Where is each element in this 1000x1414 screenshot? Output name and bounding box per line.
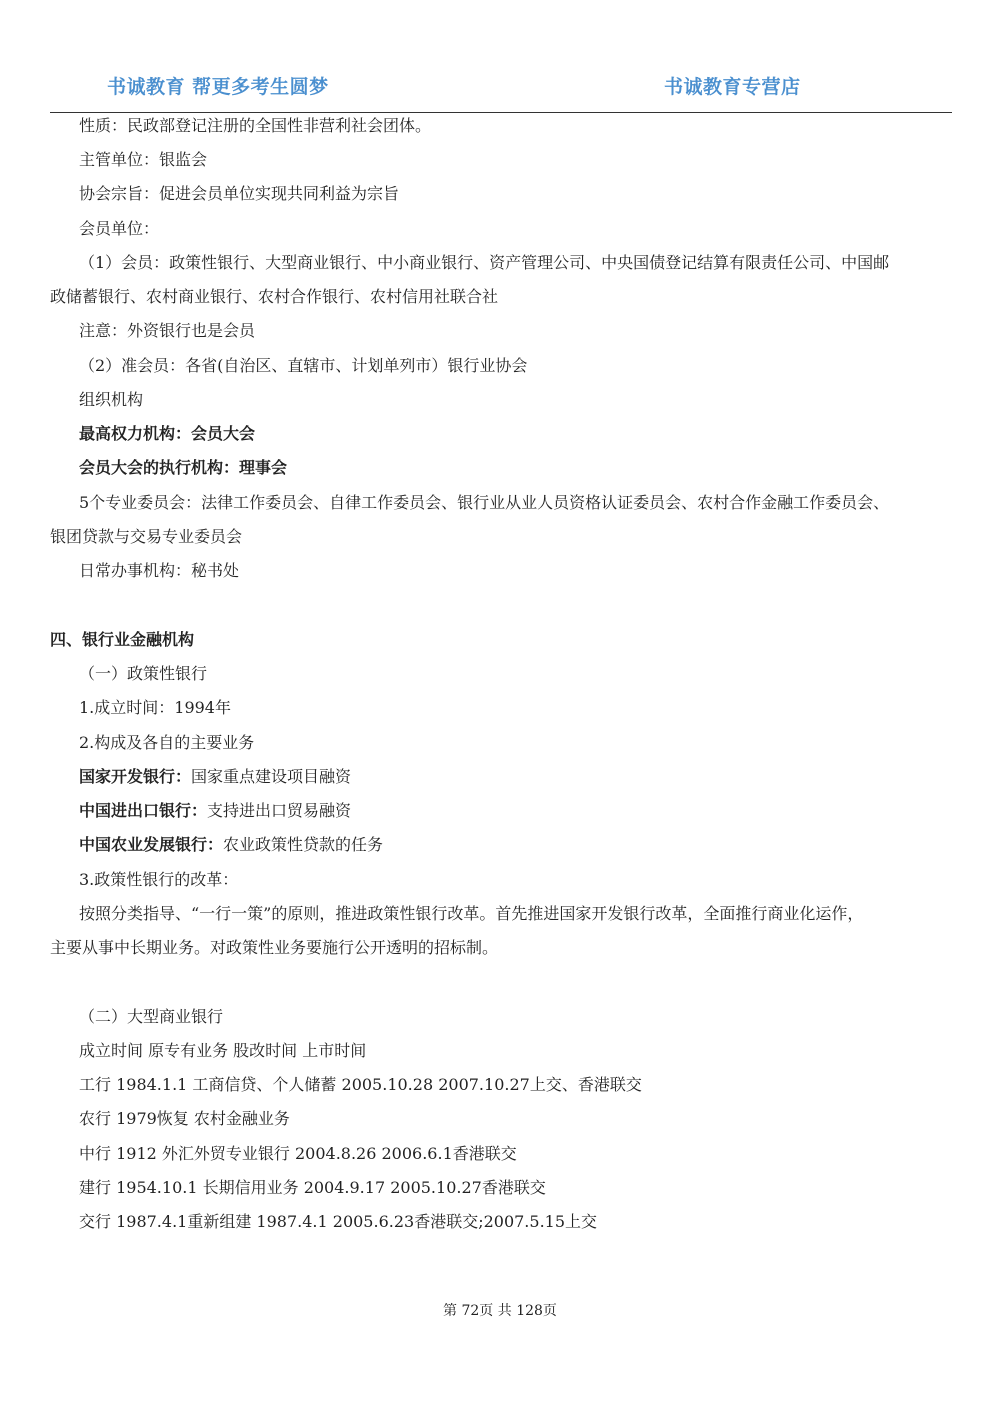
page-number: 第 72页 共 128页 (443, 1303, 557, 1319)
bank-name: 中国农业发展银行： (79, 835, 224, 854)
paragraph-secretariat: 日常办事机构：秘书处 (79, 561, 240, 580)
policy-banks-reform-heading: 3.政策性银行的改革： (79, 870, 239, 889)
header-store-name: 书诚教育专营店 (664, 76, 801, 98)
bank-name: 国家开发银行： (79, 767, 192, 786)
paragraph-nature: 性质：民政部登记注册的全国性非营利社会团体。 (79, 116, 432, 135)
section-title-banking-institutions: 四、银行业金融机构 (50, 630, 195, 649)
header-divider (50, 112, 952, 113)
paragraph-committees-b: 银团贷款与交易专业委员会 (50, 527, 243, 546)
header-slogan: 书诚教育 帮更多考生圆梦 (107, 76, 329, 98)
policy-banks-reform-a: 按照分类指导、“一行一策”的原则，推进政策性银行改革。首先推进国家开发银行改革，全面推行商业化运作， (79, 904, 864, 923)
subsection-policy-banks: （一）政策性银行 (79, 664, 208, 683)
bank-business: 国家重点建设项目融资 (191, 767, 352, 786)
bank-business: 农业政策性贷款的任务 (223, 835, 384, 854)
paragraph-associate-members: （2）准会员：各省(自治区、直辖市、计划单列市）银行业协会 (79, 356, 528, 375)
paragraph-highest-authority: 最高权力机构：会员大会 (79, 424, 256, 443)
paragraph-organization: 组织机构 (79, 390, 144, 409)
paragraph-members-1a: （1）会员：政策性银行、大型商业银行、中小商业银行、资产管理公司、中央国债登记结算有限责任公司、中国邮 (79, 253, 890, 272)
large-bank-boc: 中行 1912 外汇外贸专业银行 2004.8.26 2006.6.1香港联交 (79, 1144, 517, 1163)
bank-name: 中国进出口银行： (79, 801, 208, 820)
large-bank-bocom: 交行 1987.4.1重新组建 1987.4.1 2005.6.23香港联交;2007.5.15上交 (79, 1212, 598, 1231)
paragraph-supervisor: 主管单位：银监会 (79, 150, 208, 169)
large-bank-abc: 农行 1979恢复 农村金融业务 (79, 1109, 290, 1128)
large-bank-ccb: 建行 1954.10.1 长期信用业务 2004.9.17 2005.10.27香港联交 (79, 1178, 546, 1197)
subsection-large-commercial-banks: （二）大型商业银行 (79, 1007, 224, 1026)
large-bank-icbc: 工行 1984.1.1 工商信贷、个人储蓄 2005.10.28 2007.10.27上交、香港联交 (79, 1075, 642, 1094)
policy-bank-cdb (79, 766, 351, 788)
paragraph-note: 注意：外资银行也是会员 (79, 321, 256, 340)
policy-banks-composition: 2.构成及各自的主要业务 (79, 733, 255, 752)
policy-bank-exim (79, 800, 351, 822)
paragraph-executive-body: 会员大会的执行机构：理事会 (79, 458, 288, 477)
paragraph-members-heading: 会员单位： (79, 219, 160, 238)
paragraph-committees-a: 5个专业委员会：法律工作委员会、自律工作委员会、银行业从业人员资格认证委员会、农村合作金融工作委员会、 (79, 493, 890, 512)
paragraph-members-1b: 政储蓄银行、农村商业银行、农村合作银行、农村信用社联合社 (50, 287, 499, 306)
large-banks-header-row: 成立时间 原专有业务 股改时间 上市时间 (79, 1041, 367, 1060)
policy-banks-reform-b: 主要从事中长期业务。对政策性业务要施行公开透明的招标制。 (50, 938, 499, 957)
paragraph-purpose: 协会宗旨：促进会员单位实现共同利益为宗旨 (79, 184, 400, 203)
bank-business: 支持进出口贸易融资 (207, 801, 352, 820)
policy-banks-founding: 1.成立时间：1994年 (79, 698, 231, 717)
policy-bank-adbc (79, 834, 383, 856)
